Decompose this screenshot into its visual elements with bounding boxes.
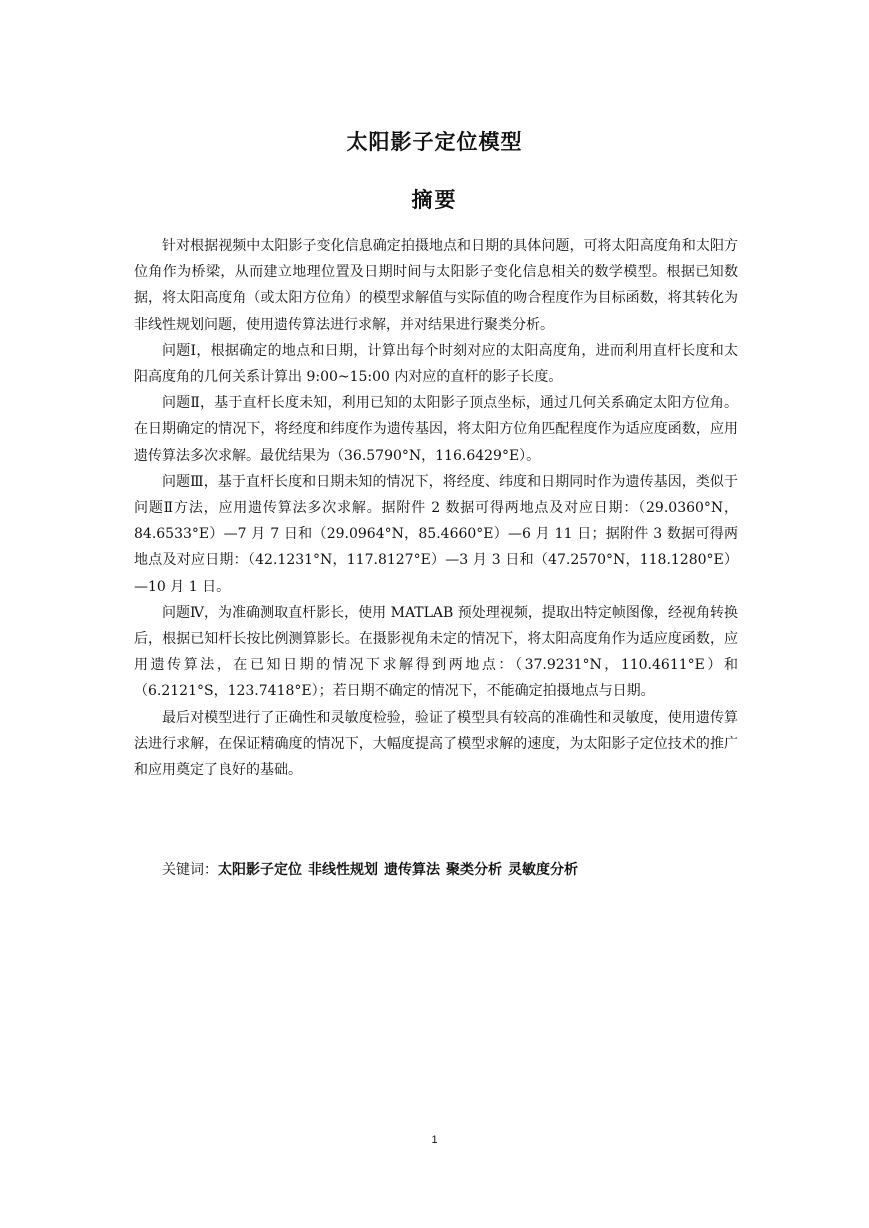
abstract-body [134,233,738,783]
keywords-line [162,858,742,882]
page-number: 1 [431,1134,438,1146]
keyword-item: 非线性规划 [308,862,378,878]
paper-title: 太阳影子定位模型 [346,130,523,154]
abstract-paragraph-problem-2: 问题Ⅱ，基于直杆长度未知，利用已知的太阳影子顶点坐标，通过几何关系确定太阳方位角。在日期确定的情况下，将经度和纬度作为遗传基因，将太阳方位角匹配程度作为适应度函数，应用遗传算法多次求解。最优结果为（36.5790°N，116.6429°E）。 [134,395,738,464]
keyword-item: 遗传算法 [384,862,440,878]
abstract-paragraph-problem-3: 问题Ⅲ，基于直杆长度和日期未知的情况下，将经度、纬度和日期同时作为遗传基因，类似于问题Ⅱ方法，应用遗传算法多次求解。据附件 2 数据可得两地点及对应日期：（29.0360°N，84.6533°E）—7 月 7 日和（29.0964°N，85.4660°E）—6 月 11 日；据附件 3 数据可得两地点及对应日期：（42.1231°N，117.8127°E）—3 月 3 日和（47.2570°N，118.1280°E）—10 月 1 日。 [134,473,738,595]
abstract-heading: 摘要 [411,188,458,212]
abstract-paragraph-conclusion: 最后对模型进行了正确性和灵敏度检验，验证了模型具有较高的准确性和灵敏度，使用遗传算法进行求解，在保证精确度的情况下，大幅度提高了模型求解的速度，为太阳影子定位技术的推广和应用奠定了良好的基础。 [134,709,738,779]
keyword-item: 灵敏度分析 [508,862,578,878]
keyword-item: 聚类分析 [446,862,502,878]
abstract-paragraph-problem-1: 问题Ⅰ，根据确定的地点和日期，计算出每个时刻对应的太阳高度角，进而利用直杆长度和太阳高度角的几何关系计算出 9:00~15:00 内对应的直杆的影子长度。 [134,342,738,386]
keywords-label: 关键词： [162,862,218,878]
abstract-paragraph-problem-4: 问题Ⅳ，为准确测取直杆影长，使用 MATLAB 预处理视频，提取出特定帧图像，经视角转换后，根据已知杆长按比例测算影长。在摄影视角未定的情况下，将太阳高度角作为适应度函数，应用遗传算法，在已知日期的情况下求解得到两地点：（37.9231°N，110.4611°E）和（6.2121°S，123.7418°E）；若日期不确定的情况下，不能确定拍摄地点与日期。 [134,604,738,700]
abstract-paragraph-intro: 针对根据视频中太阳影子变化信息确定拍摄地点和日期的具体问题，可将太阳高度角和太阳方位角作为桥梁，从而建立地理位置及日期时间与太阳影子变化信息相关的数学模型。根据已知数据，将太阳高度角（或太阳方位角）的模型求解值与实际值的吻合程度作为目标函数，将其转化为非线性规划问题，使用遗传算法进行求解，并对结果进行聚类分析。 [134,238,738,333]
keyword-item: 太阳影子定位 [218,862,302,878]
